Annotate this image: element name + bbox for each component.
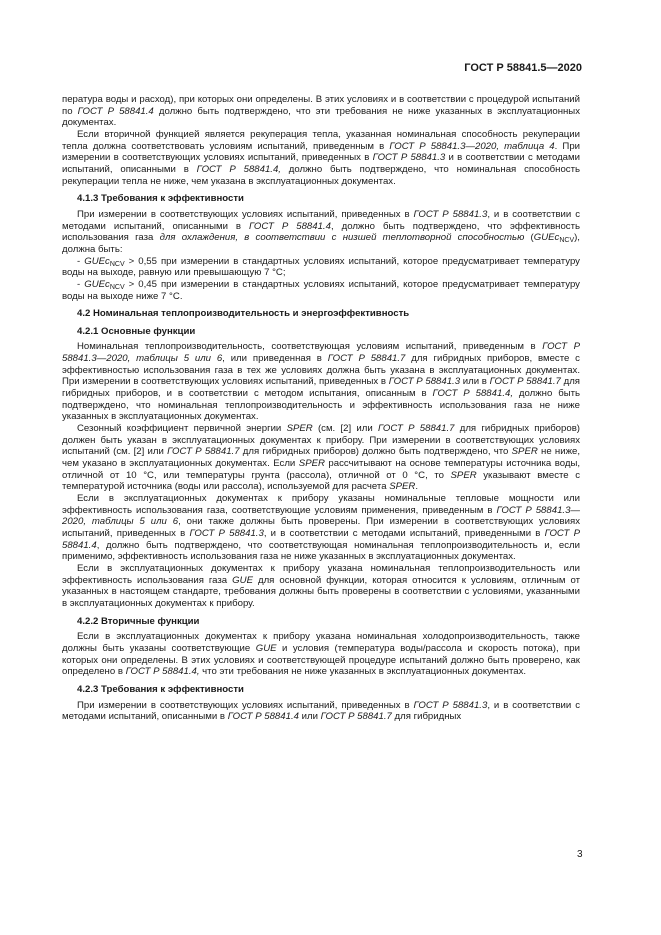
standard-ref: ГОСТ Р 58841.4: [227, 711, 299, 723]
text: , должно быть подтверждено, что эффективность использования газа: [62, 220, 580, 244]
heading-4-1-3: 4.1.3 Требования к эффективности: [77, 193, 244, 205]
text: При измерении в соответствующих условиях испытаний, приведенных в: [77, 699, 414, 711]
standard-ref: ГОСТ Р 58841.3: [189, 527, 264, 539]
text: для гибридных: [391, 711, 462, 723]
standard-ref: ГОСТ Р 58841.7: [327, 353, 406, 365]
text: должно быть подтверждено, что эти требования не ниже указанных в эксплуатационных документах.: [62, 105, 580, 129]
list-item: [62, 256, 580, 279]
paragraph-continuation: [62, 94, 580, 129]
heading-4-2-1: 4.2.1 Основные функции: [77, 325, 196, 337]
standard-ref: ГОСТ Р 58841.3: [413, 208, 488, 220]
standard-ref: ГОСТ Р 58841.4,: [432, 388, 513, 400]
symbol: GUE: [232, 574, 253, 586]
text: . При измерении в соответствующих условиях испытаний, приведенных в: [62, 140, 581, 164]
text: пература воды и расход), при которых они определены. В этих условиях и в соответствии с процедурой испытаний по: [62, 94, 580, 117]
standard-ref: ГОСТ Р 58841.4: [249, 220, 331, 232]
standard-ref: ГОСТ Р 58841.4,: [125, 666, 200, 678]
symbol: SPER: [298, 458, 325, 470]
standard-ref: ГОСТ Р 58841.3—2020, таблица 4: [389, 140, 555, 152]
text: > 0,45 при измерении в стандартных условиях испытаний, которое предусматривает температуру воды на выходе ниже 7 °C.: [62, 278, 580, 302]
paragraph-efficiency-cooling: [62, 209, 580, 256]
text: и в соответствии с методами испытаний, описанными в: [62, 152, 580, 175]
text: должно быть подтверждено, что номинальная теплопроизводительность и эффективность использования газа не ниже указанных в эксплуатационных документах.: [62, 388, 580, 423]
standard-ref: ГОСТ Р 58841.3: [388, 376, 461, 388]
text: Если в эксплуатационных документах к прибору указаны номинальные тепловые мощности или эффективность использования газа, соответствующие условиям применения, приведенным в: [62, 493, 580, 516]
symbol: SPER: [511, 446, 538, 458]
symbol: SPER: [389, 481, 416, 493]
symbol: GUEc: [84, 255, 110, 267]
text: или в: [460, 376, 490, 388]
text: или: [298, 711, 321, 723]
text: для гибридных приборов, и в соответствии с методом испытания, описанным в: [62, 376, 581, 400]
paragraph-heat-recovery: [62, 129, 580, 187]
text: -: [77, 255, 85, 267]
text: Если вторичной функцией является рекуперация тепла, указанная номинальная способность рекуперации тепла должна соответствовать условиям испытаний, приведенным в: [62, 128, 580, 152]
text: При измерении в соответствующих условиях испытаний, приведенных в: [77, 208, 414, 220]
text: , и в соответствии с методами испытаний, приведенными в: [263, 527, 545, 539]
paragraph-sper: [62, 423, 580, 493]
text: , и в соответствии с методами испытаний, описанными в: [62, 699, 581, 723]
text: , или приведенная в: [222, 353, 328, 365]
symbol: SPER: [450, 469, 477, 481]
text: Если в эксплуатационных документах к прибору указана номинальная теплопроизводительность или эффективность использования газа: [62, 562, 580, 586]
text: что эти требования не ниже указанных в эксплуатационных документах.: [199, 666, 527, 678]
text: указывают вместе с температурой источника (воды или рассола), используемой для расчета: [62, 469, 580, 493]
standard-ref: ГОСТ Р 58841.4: [77, 105, 154, 117]
text: -: [77, 278, 85, 290]
page-number: 3: [577, 849, 583, 860]
standard-ref: ГОСТ Р 58841.3: [372, 152, 446, 164]
document-id-header: ГОСТ Р 58841.5—2020: [464, 62, 582, 74]
text: , должно быть подтверждено, что соответствующая номинальная теплопроизводительность и, если применимо, эффективность использования газа не ниже указанных в эксплуатационных документах.: [62, 539, 580, 563]
paragraph-nominal-heat: [62, 341, 580, 423]
symbol: GUEc: [533, 232, 560, 244]
text: > 0,55 при измерении в стандартных условиях испытаний, которое предусматривает температуру воды на выходе, равную или превышающую 7 °C;: [62, 255, 580, 279]
text: должно быть подтверждено, что номинальная способность рекуперации тепла не ниже, чем указана в эксплуатационных документах.: [62, 163, 580, 187]
text: Номинальная теплопроизводительность, соответствующая условиям испытаний, приведенным в: [77, 341, 543, 353]
symbol: SPER: [286, 423, 313, 435]
text: для гибридных приборов) должен быть указан в эксплуатационных документах к прибору. При измерении в соответствующих условиях испытаний (см. [2] или: [62, 423, 580, 458]
body-text: [62, 94, 580, 723]
text: Если в эксплуатационных документах к прибору указана номинальная холодопроизводительность, также должны быть указаны соответствующие: [62, 631, 580, 654]
standard-ref: ГОСТ Р 58841.3—2020, таблицы 5 или 6: [62, 341, 580, 365]
symbol: GUEc: [84, 278, 110, 290]
subscript: NCV: [559, 237, 575, 245]
heading-4-2-3: 4.2.3 Требования к эффективности: [77, 683, 244, 695]
text: , и в соответствии с методами испытаний, описанными в: [62, 208, 581, 232]
text: рассчитывают на основе температуры источника воды, отличной от 10 °C, или температуры грунта (рассола), отличной от 0 °C, то: [62, 458, 581, 481]
text: , они также должны быть проверены. При измерении в соответствующих условиях испытаний, приведенных в: [62, 516, 580, 539]
text: для гибридных приборов) должно быть подтверждено, что: [239, 446, 512, 458]
symbol: GUE: [255, 642, 277, 654]
text: не ниже, чем указано в эксплуатационных документах. Если: [62, 446, 581, 470]
text: и условия (температура воды/рассола и скорость потока), при которых они определены. В этих условиях и соответствующей процедуре испытаний должно быть проверено, как определено в: [62, 642, 581, 678]
text: (: [524, 232, 534, 244]
text: для гибридных приборов, вместе с эффективностью использования газа в тех же условиях должна быть указана в эксплуатационных документах. При измерении в соответствующих условиях испытаний, приведенных в: [62, 353, 580, 388]
italic-phrase: для охлаждения, в соответствии с низшей теплотворной способностью: [159, 232, 525, 244]
paragraph-other-conditions: [62, 563, 580, 610]
paragraph-secondary-functions: [62, 631, 580, 678]
text: Сезонный коэффициент первичной энергии: [77, 423, 287, 435]
standard-ref: ГОСТ Р 58841.3—2020, таблицы 5 или 6: [62, 504, 580, 528]
text: (см. [2] или: [312, 423, 379, 435]
paragraph-application-conditions: [62, 493, 580, 563]
standard-ref: ГОСТ Р 58841.7: [320, 711, 392, 723]
standard-ref: ГОСТ Р 58841.7: [489, 376, 561, 388]
heading-4-2: 4.2 Номинальная теплопроизводительность и энергоэффективность: [77, 308, 410, 320]
standard-ref: ГОСТ Р 58841.4: [62, 527, 580, 551]
subscript: NCV: [109, 260, 125, 268]
standard-ref: ГОСТ Р 58841.3: [413, 699, 488, 711]
paragraph-efficiency-heating: [62, 700, 580, 723]
standard-ref: ГОСТ Р 58841.7: [378, 423, 455, 435]
text: .: [415, 481, 419, 493]
subscript: NCV: [109, 283, 125, 291]
standard-ref: ГОСТ Р 58841.7: [167, 446, 240, 458]
standard-ref: ГОСТ Р 58841.4,: [196, 163, 281, 175]
list-item: [62, 279, 580, 302]
text: ), должна быть:: [62, 232, 580, 255]
text: для основной функции, которая относится к условиям, отличным от указанных в настоящем стандарте, требования должны быть проверены в соответствии с условиями, указанными в эксплуатационных документах к прибору.: [62, 574, 581, 609]
heading-4-2-2: 4.2.2 Вторичные функции: [77, 615, 200, 627]
